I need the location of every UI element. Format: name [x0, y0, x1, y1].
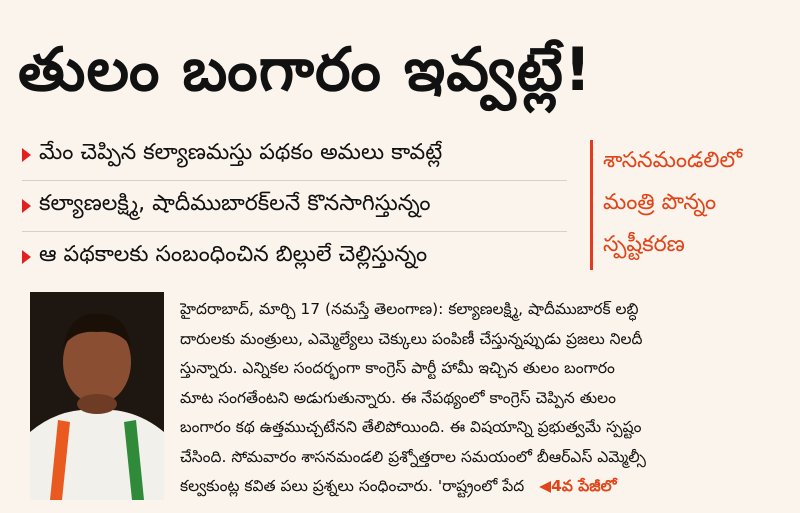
bullet-text: ఆ పథకాలకు సంబంధించిన బిల్లులే చెల్లిస్తున్నం: [39, 242, 428, 267]
page-ref-text[interactable]: 4వ పేజీలో: [551, 477, 617, 495]
bullet-list: [22, 130, 567, 282]
article-body: [180, 295, 780, 502]
bullet-item: [22, 130, 567, 181]
side-note-line: మంత్రి పొన్నం: [603, 190, 717, 215]
person-photo-icon: [30, 292, 164, 500]
bullet-text: మేం చెప్పిన కల్యాణమస్తు పథకం అమలు కావట్లే: [39, 140, 443, 165]
bullet-triangle-icon: [22, 148, 31, 162]
article-line: స్తున్నారు. ఎన్నికల సందర్భంగా కాంగ్రెస్ పార్టీ హామీ ఇచ్చిన తులం బంగారం: [180, 359, 615, 377]
minister-photo: [30, 292, 164, 500]
side-note-line: స్పష్టీకరణ: [603, 232, 685, 257]
article-line: చేసింది. సోమవారం శాసనమండలి ప్రశ్నోత్తరాల సమయంలో బీఆర్ఎస్ ఎమ్మెల్సీ: [180, 447, 646, 466]
article-line-text: కల్వకుంట్ల కవిత పలు ప్రశ్నలు సంధించారు. 'రాష్ట్రంలో పేద: [180, 477, 525, 495]
article-line: బంగారం కథ ఉత్తముచ్చటేనని తేలిపోయింది. ఈ విషయాన్ని ప్రభుత్వమే స్పష్టం: [180, 418, 642, 436]
article-line: దారులకు మంత్రులు, ఎమ్మెల్యేలు చెక్కులు పంపిణీ చేస్తున్నప్పుడు ప్రజలు నిలదీ: [180, 329, 643, 348]
article-line-last: [180, 472, 780, 502]
continued-page-link[interactable]: ◀4వ పేజీలో: [539, 477, 617, 495]
article-line: హైదరాబాద్, మార్చి 17 (నమస్తే తెలంగాణ): కల్యాణలక్ష్మి, షాదీముబారక్ లబ్ధి: [180, 300, 639, 318]
side-note: [590, 140, 800, 270]
bullet-triangle-icon: [22, 199, 31, 213]
bullet-triangle-icon: [22, 250, 31, 264]
article-line: మాట సంగతేంటని అడుగుతున్నారు. ఈ నేపథ్యంలో కాంగ్రెస్ చెప్పిన తులం: [180, 388, 617, 407]
bullet-item: [22, 232, 567, 282]
bullet-text: కల్యాణలక్ష్మి, షాదీముబారక్‌లనే కొనసాగిస్తున్నం: [39, 191, 431, 216]
side-note-line: శాసనమండలిలో: [603, 148, 743, 173]
headline: తులం బంగారం ఇవ్వట్లే!: [18, 35, 593, 105]
bullet-item: [22, 181, 567, 232]
